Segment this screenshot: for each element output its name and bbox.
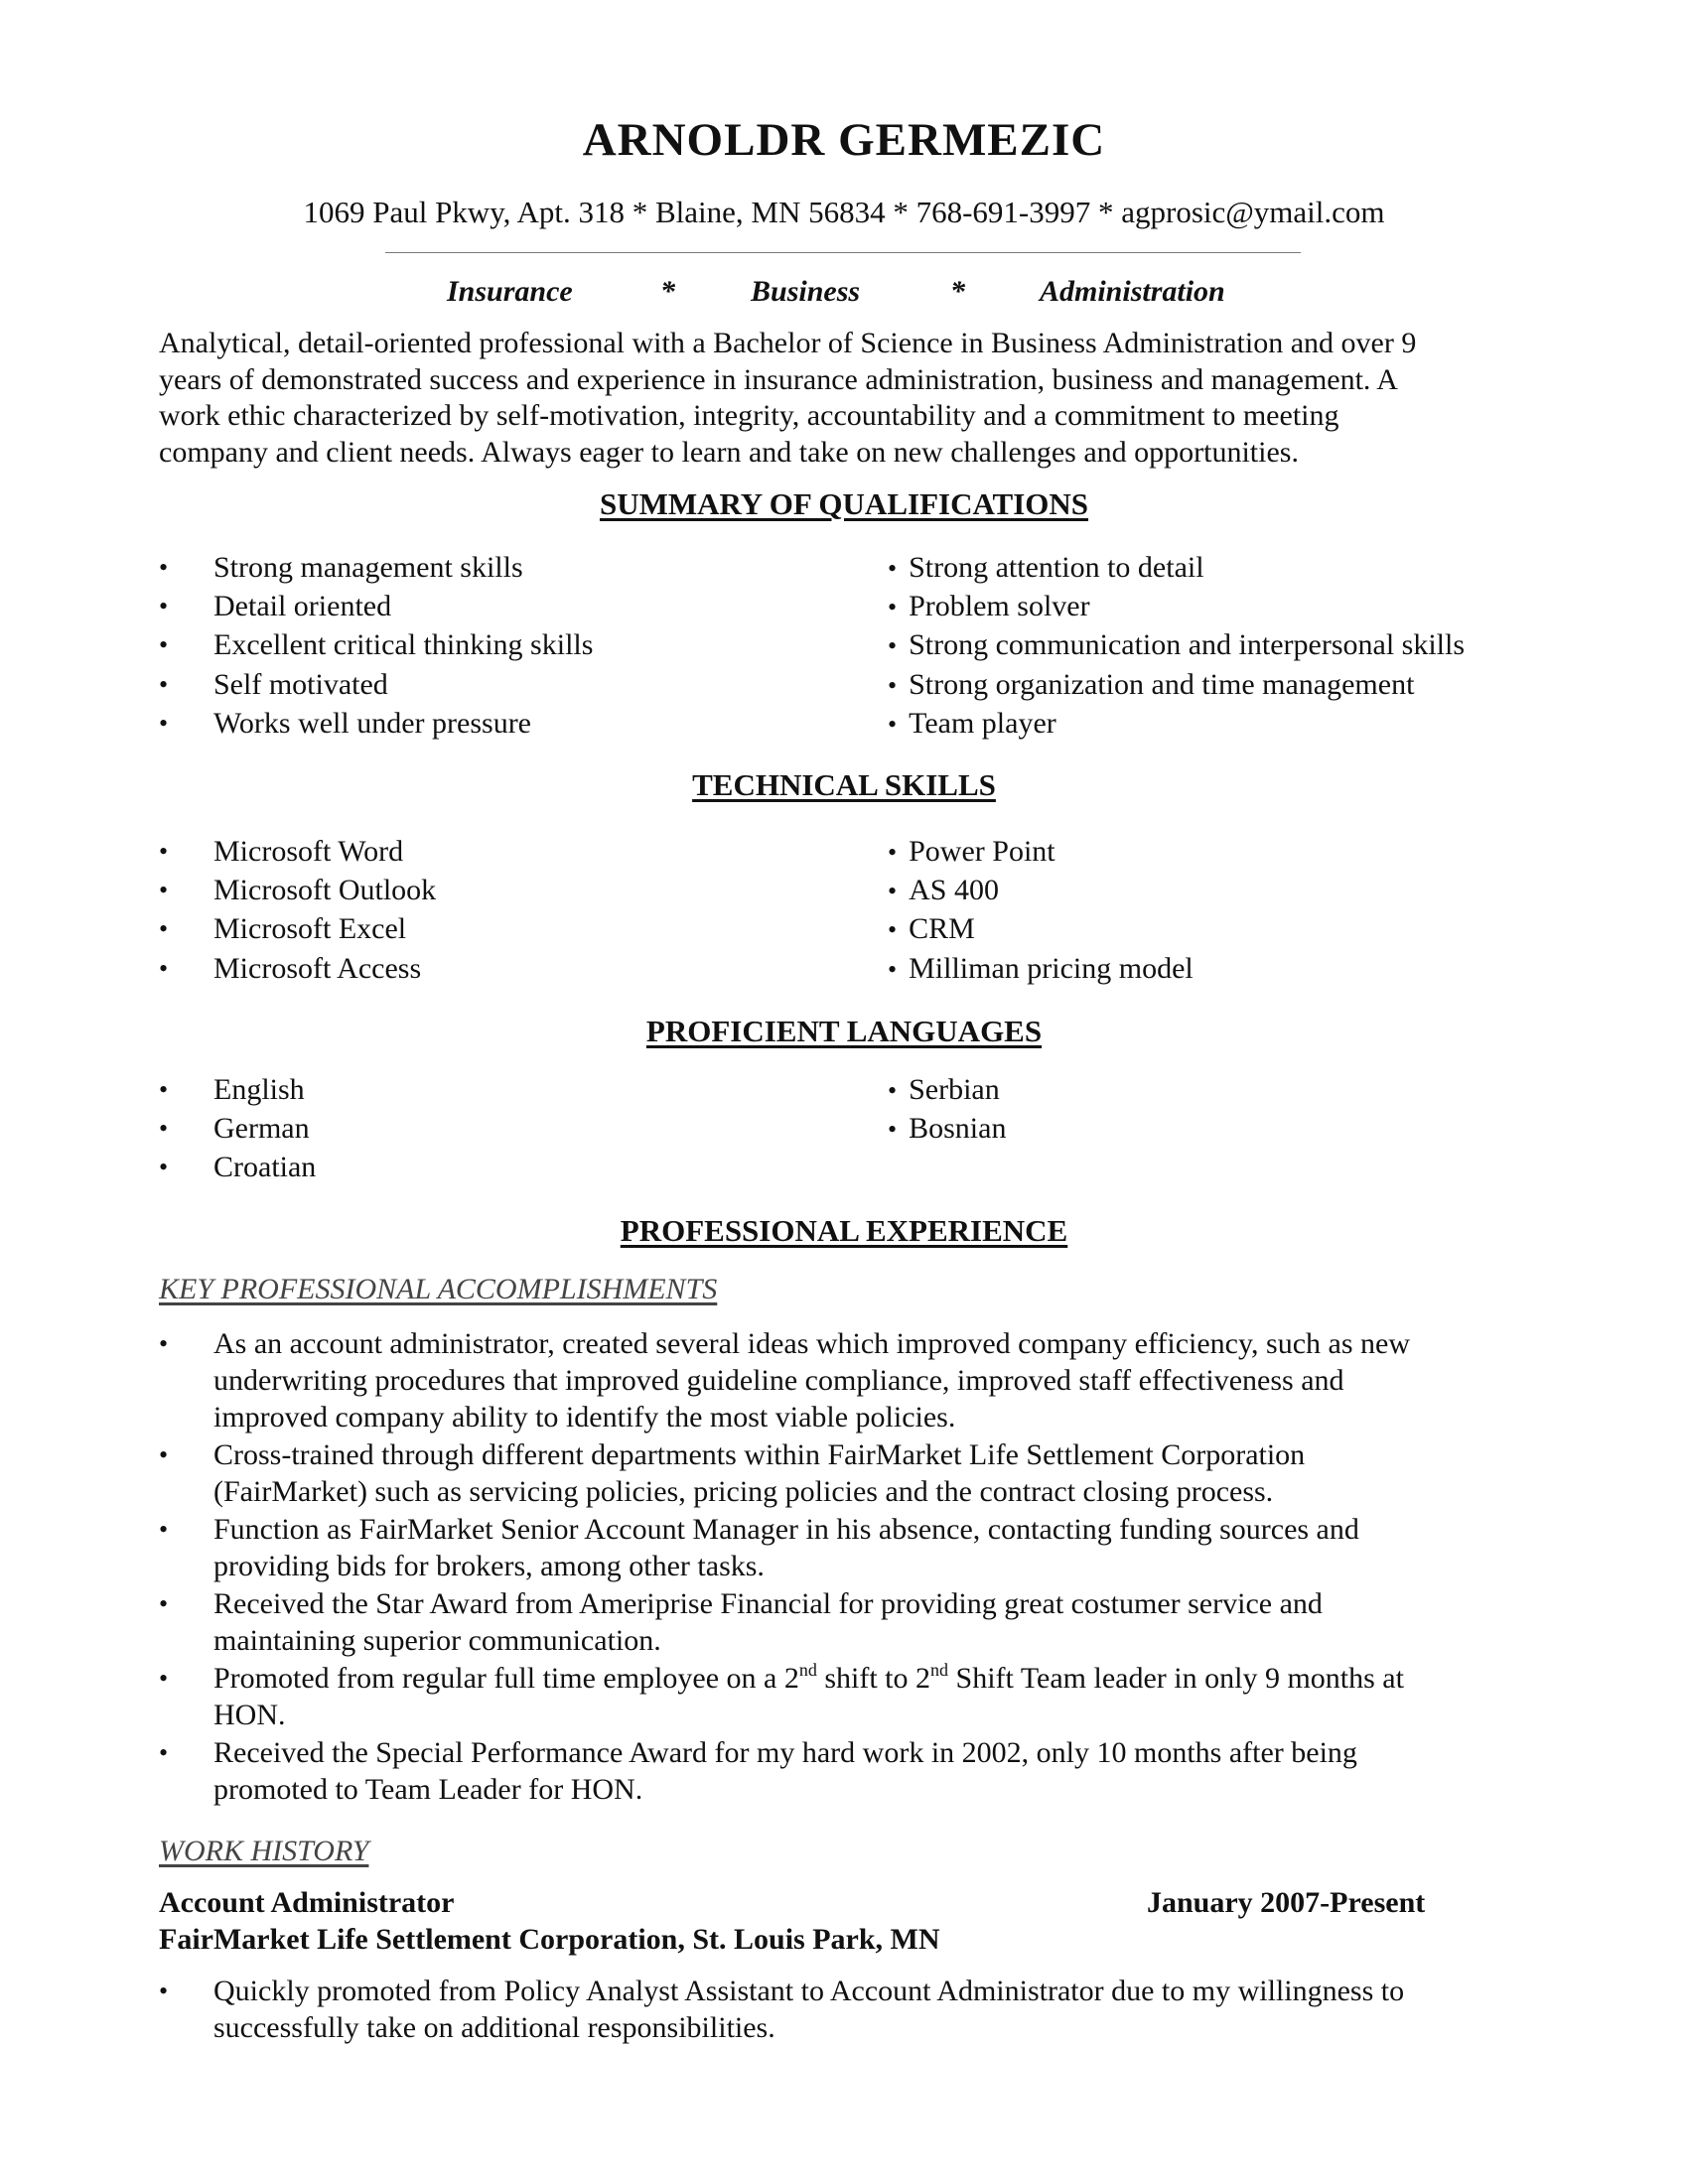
list-item [159,1436,1549,1510]
job-dates: January 2007-Present [1147,1886,1426,1919]
list-item [159,548,854,587]
bullet-icon: • [888,670,898,700]
bullet-icon: • [159,1329,169,1358]
list-item-label: Microsoft Outlook [213,874,437,907]
list-item-label: Problem solver [909,590,1090,623]
list-item [159,1070,854,1109]
languages-heading: PROFICIENT LANGUAGES [645,1014,1043,1048]
list-item-line: promoted to Team Leader for HON. [213,1773,643,1806]
list-item [159,1660,1549,1733]
list-item-label: Milliman pricing model [909,951,1194,985]
list-item [159,1511,1549,1584]
contact-line: 1069 Paul Pkwy, Apt. 318 * Blaine, MN 56834 * 768-691-3997 * agprosic@ymail.com [303,195,1385,229]
list-item-label: Microsoft Word [213,835,404,868]
list-item-line: (FairMarket) such as servicing policies, pricing policies and the contract closing process. [213,1475,1274,1508]
list-item-line: providing bids for brokers, among other tasks. [213,1550,765,1582]
list-item-line: Function as FairMarket Senior Account Manager in his absence, contacting funding sources and [213,1513,1359,1546]
list-item [888,587,1583,625]
list-item-label: English [213,1073,305,1106]
bullet-icon: • [159,1075,169,1104]
qualifications-left-list [159,548,854,743]
list-item-label: Team player [909,706,1056,740]
list-item-label: Microsoft Access [213,951,422,985]
list-item-label: Strong communication and interpersonal skills [909,628,1466,662]
bullet-icon: • [159,630,169,660]
accomplishments-list [159,1325,1549,1809]
list-item [888,1109,1583,1148]
bullet-icon: • [159,914,169,944]
list-item-line: maintaining superior communication. [213,1624,661,1657]
list-item-label: Strong attention to detail [909,551,1204,584]
accomplishments-heading: KEY PROFESSIONAL ACCOMPLISHMENTS [159,1273,718,1305]
bullet-icon: • [159,708,169,738]
field-separator: * [660,275,675,308]
bullet-icon: • [159,876,169,905]
bullet-icon: • [888,915,898,945]
bullet-icon: • [888,838,898,867]
list-item-line: Promoted from regular full time employee on a 2nd shift to 2nd Shift Team leader in only 9 months at [213,1660,1404,1695]
bullet-icon: • [159,837,169,866]
list-item [159,665,854,704]
list-item [888,1070,1583,1109]
list-item [159,587,854,625]
field-administration: Administration [1040,275,1225,308]
header-divider [385,252,1301,253]
professional-summary [159,326,1529,471]
list-item [888,832,1583,871]
list-item-label: Microsoft Excel [213,912,407,946]
list-item [159,909,854,948]
list-item-line: As an account administrator, created several ideas which improved company efficiency, such as new [213,1327,1411,1360]
job-title: Account Administrator [159,1886,455,1919]
summary-line: Analytical, detail-oriented professional with a Bachelor of Science in Business Administration and over 9 [159,327,1417,359]
experience-heading: PROFESSIONAL EXPERIENCE [620,1213,1068,1248]
job-company: FairMarket Life Settlement Corporation, St. Louis Park, MN [159,1923,940,1956]
bullet-icon: • [159,1515,169,1544]
list-item-label: Works well under pressure [213,706,531,740]
candidate-name: ARNOLDR GERMEZIC [582,114,1106,166]
bullet-icon: • [888,954,898,984]
list-item-line: successfully take on additional responsibilities. [213,2011,775,2044]
field-business: Business [751,275,861,308]
bullet-icon: • [159,553,169,582]
bullet-icon: • [888,877,898,906]
bullet-icon: • [159,1738,169,1767]
list-item-label: Bosnian [909,1112,1007,1146]
qualifications-heading: SUMMARY OF QUALIFICATIONS [599,486,1089,521]
list-item-line: Received the Special Performance Award for my hard work in 2002, only 10 months after being [213,1736,1357,1769]
list-item [888,909,1583,948]
list-item [888,548,1583,587]
technical-left-list [159,832,854,988]
bullet-icon: • [888,1115,898,1145]
field-separator: * [950,275,965,308]
list-item-label: Excellent critical thinking skills [213,628,594,662]
list-item-line: HON. [213,1699,286,1731]
list-item-label: Serbian [909,1073,1000,1106]
list-item [159,1325,1549,1435]
list-item [159,1734,1549,1808]
list-item [159,1973,1549,2046]
bullet-icon: • [159,953,169,983]
bullet-icon: • [159,1153,169,1182]
field-insurance: Insurance [447,275,573,308]
list-item-line: Received the Star Award from Ameriprise Financial for providing great costumer service and [213,1587,1323,1620]
list-item-label: Power Point [909,835,1055,868]
bullet-icon: • [159,1977,169,2005]
list-item [159,704,854,743]
list-item-line: Cross-trained through different departments within FairMarket Life Settlement Corporation [213,1438,1306,1471]
list-item [888,871,1583,909]
summary-line: work ethic characterized by self-motivation, integrity, accountability and a commitment to meeting [159,399,1339,432]
languages-left-list [159,1070,854,1187]
bullet-icon: • [888,554,898,583]
bullet-icon: • [159,1114,169,1144]
languages-right-list [888,1070,1583,1148]
bullet-icon: • [159,669,169,699]
qualifications-right-list [888,548,1583,743]
summary-line: company and client needs. Always eager to learn and take on new challenges and opportunities. [159,435,1299,469]
bullet-icon: • [159,1589,169,1618]
list-item-line: Quickly promoted from Policy Analyst Assistant to Account Administrator due to my willingness to [213,1975,1405,2007]
list-item-label: Self motivated [213,667,388,701]
list-item [159,871,854,909]
list-item-label: Detail oriented [213,590,392,623]
bullet-icon: • [159,1664,169,1693]
list-item-label: Strong management skills [213,551,523,584]
list-item-line: underwriting procedures that improved guideline compliance, improved staff effectiveness and [213,1364,1344,1397]
bullet-icon: • [888,631,898,661]
list-item-line: improved company ability to identify the most viable policies. [213,1401,956,1433]
list-item [159,1148,854,1186]
list-item [888,704,1583,743]
technical-right-list [888,832,1583,988]
bullet-icon: • [159,1440,169,1469]
bullet-icon: • [888,1076,898,1105]
work-history-heading: WORK HISTORY [159,1835,369,1867]
list-item [159,625,854,664]
list-item [888,625,1583,664]
bullet-icon: • [888,709,898,739]
list-item [159,949,854,988]
bullet-icon: • [888,593,898,622]
list-item-label: German [213,1112,310,1146]
summary-line: years of demonstrated success and experience in insurance administration, business and management. A [159,362,1398,396]
list-item [159,1109,854,1148]
list-item-label: AS 400 [909,874,999,907]
list-item-label: Croatian [213,1151,317,1184]
job-duties-list [159,1973,1549,2047]
list-item [159,832,854,871]
list-item-label: Strong organization and time management [909,667,1415,701]
list-item [888,949,1583,988]
bullet-icon: • [159,592,169,621]
list-item [159,1585,1549,1659]
technical-skills-heading: TECHNICAL SKILLS [692,767,996,802]
list-item [888,665,1583,704]
list-item-label: CRM [909,912,975,946]
